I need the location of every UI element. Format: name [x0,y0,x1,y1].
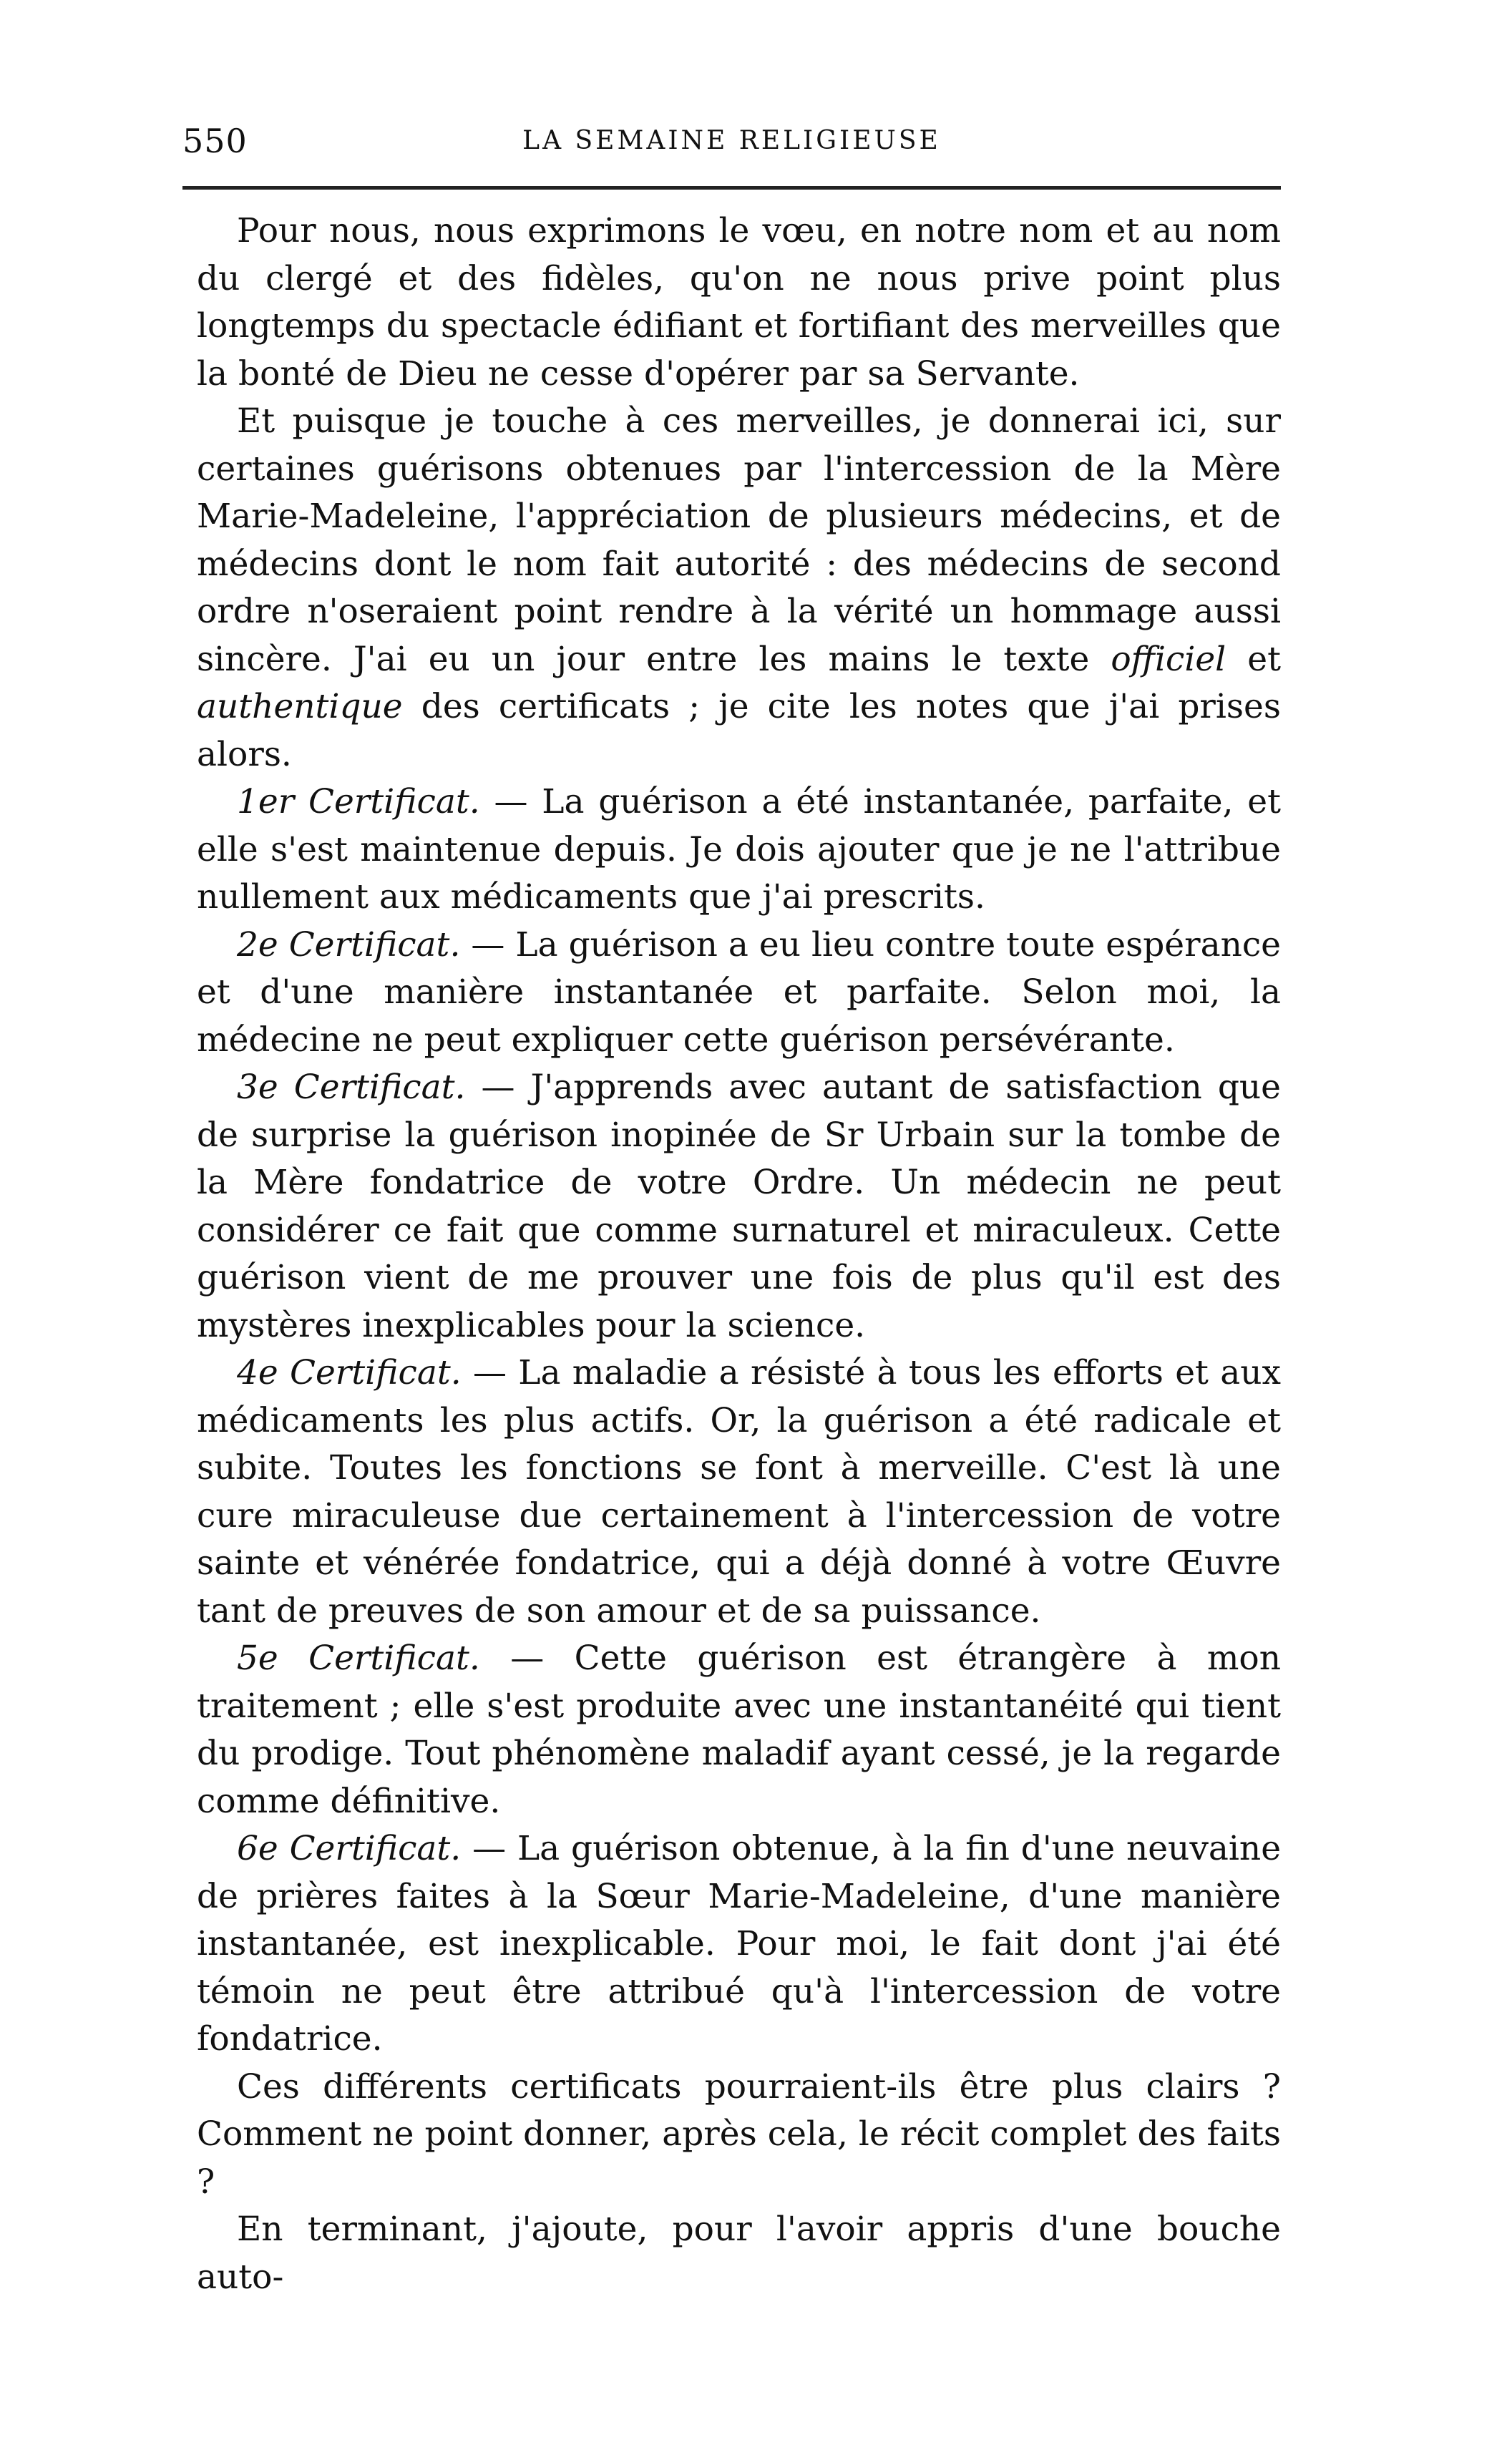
paragraph-text: des certificats ; je cite les notes que j'ai prises alors. [197,687,1281,774]
certificate-text: — La guérison a eu lieu contre toute espérance et d'une manière instantanée et parfaite. Selon moi, la médecine ne peut expliquer cette guérison persévérante. [197,924,1282,1060]
certificate-text: — J'apprends avec autant de satisfaction que de surprise la guérison inopinée de Sr Urbain sur la tombe de la Mère fondatrice de votre Ordre. Un médecin ne peut considérer ce fait que comme surnaturel et miraculeux. Cette guérison vient de me prouver une fois de plus qu'il est des mystères inexplicables pour la science. [197,1068,1281,1345]
body-text [197,208,1281,2301]
certificate-heading: 2e Certificat. [237,924,461,965]
certificate-heading: 4e Certificat. [237,1353,462,1392]
certificate-text: — La maladie a résisté à tous les efforts et aux médicaments les plus actifs. Or, la guérison a été radicale et subite. Toutes les fonctions se font à merveille. C'est là une cure miraculeuse due certainement à l'intercession de votre sainte et vénérée fondatrice, qui a déjà donné à votre Œuvre tant de preuves de son amour et de sa puissance. [197,1353,1281,1631]
certificate-heading: 5e Certificat. [237,1639,480,1678]
emphasis-authentique: authentique [197,687,403,726]
running-title: LA SEMAINE RELIGIEUSE [522,126,941,155]
paragraph-text: et [1226,639,1281,679]
emphasis-officiel: officiel [1111,639,1226,679]
certificate-4 [197,1349,1281,1635]
paragraph-text: Et puisque je touche à ces merveilles, je donnerai ici, sur certaines guérisons obtenues par l'intercession de la Mère Marie-Madeleine, l'appréciation de plusieurs médecins, et de médecins dont le nom fait autorité : des médecins de second ordre n'oseraient point rendre à la vérité un hommage aussi sincère. J'ai eu un jour entre les mains le texte [197,401,1281,679]
certificate-heading: 6e Certificat. [237,1829,462,1868]
page-header [182,122,1281,179]
paragraph [197,208,1281,398]
certificate-text: — Cette guérison est étrangère à mon traitement ; elle s'est produite avec une instantanéité qui tient du prodige. Tout phénomène maladif ayant cessé, je la regarde comme définitive. [197,1639,1281,1821]
header-rule [182,186,1281,190]
certificate-text: — La guérison obtenue, à la fin d'une neuvaine de prières faites à la Sœur Marie-Madeleine, d'une manière instantanée, est inexplicable. Pour moi, le fait dont j'ai été témoin ne peut être attribué qu'à l'intercession de votre fondatrice. [197,1829,1282,2059]
paragraph-text: Ces différents certificats pourraient-ils être plus clairs ? Comment ne point donner, après cela, le récit complet des faits ? [197,2066,1281,2202]
paragraph-text: Pour nous, nous exprimons le vœu, en notre nom et au nom du clergé et des fidèles, qu'on ne nous prive point plus longtemps du spectacle édifiant et fortifiant des merveilles que la bonté de Dieu ne cesse d'opérer par sa Servante. [197,211,1281,394]
paragraph [197,2064,1281,2207]
certificate-2 [197,922,1281,1065]
paragraph [197,2206,1281,2301]
certificate-3 [197,1064,1281,1349]
certificate-1 [197,778,1281,922]
paragraph-text: En terminant, j'ajoute, pour l'avoir appris d'une bouche auto- [197,2210,1281,2297]
certificate-6 [197,1825,1281,2064]
certificate-text: — La guérison a été instantanée, parfaite, et elle s'est maintenue depuis. Je dois ajouter que je ne l'attribue nullement aux médicaments que j'ai prescrits. [197,782,1282,917]
page-number: 550 [182,122,248,160]
paragraph [197,398,1281,778]
certificate-5 [197,1635,1281,1825]
certificate-heading: 3e Certificat. [237,1068,466,1107]
certificate-heading: 1er Certificat. [237,782,480,821]
